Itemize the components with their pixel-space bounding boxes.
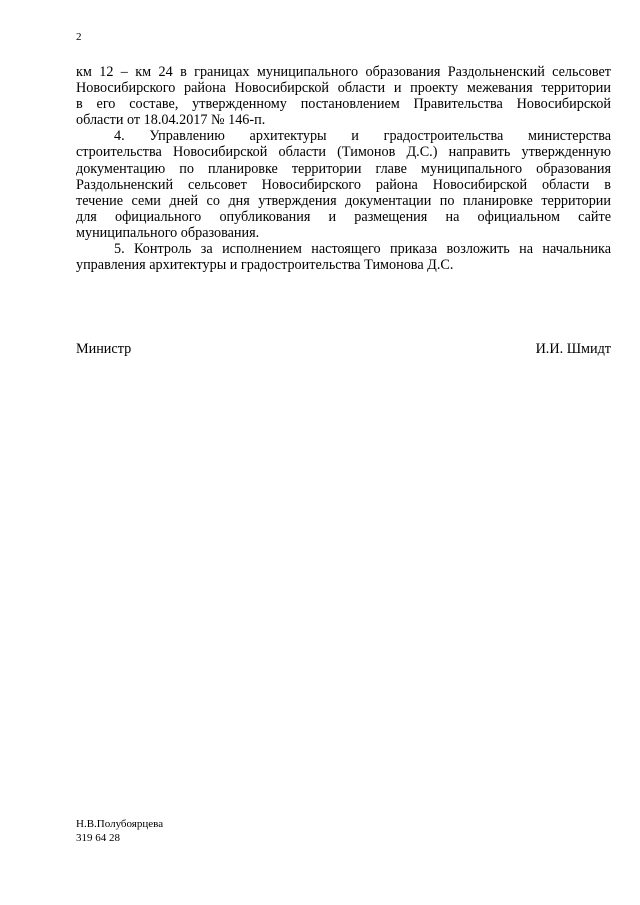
text-line: Новосибирского района Новосибирской области и проекту межевания территории — [76, 80, 611, 97]
document-footer — [76, 818, 163, 845]
paragraph-item-4 — [76, 128, 611, 241]
text-line: строительства Новосибирской области (Тимонов Д.С.) направить утвержденную — [76, 144, 611, 161]
paragraph-continuation — [76, 64, 611, 128]
signatory-title: Министр — [76, 341, 132, 357]
text-line: 5. Контроль за исполнением настоящего приказа возложить на начальника — [114, 241, 611, 258]
text-line: 4. Управлению архитектуры и градостроительства министерства — [114, 128, 611, 145]
text-line: для официального опубликования и размещения на официальном сайте — [76, 208, 611, 225]
signatory-name: И.И. Шмидт — [535, 341, 611, 357]
text-line: течение семи дней со дня утверждения документации по планировке территории — [76, 192, 611, 209]
text-line: в его составе, утвержденному постановлением Правительства Новосибирской — [76, 96, 611, 113]
author-name: Н.В.Полубоярцева — [76, 818, 164, 830]
author-phone: 319 64 28 — [76, 831, 120, 844]
document-body — [76, 64, 611, 273]
text-line: Раздольненский сельсовет Новосибирского района Новосибирской области в — [76, 176, 611, 193]
text-line: области от 18.04.2017 № 146-п. — [76, 112, 266, 129]
text-line: км 12 – км 24 в границах муниципального образования Раздольненский сельсовет — [76, 64, 611, 80]
text-line: документацию по планировке территории главе муниципального образования — [76, 160, 611, 177]
paragraph-item-5 — [76, 241, 611, 273]
text-line: управления архитектуры и градостроительства Тимонова Д.С. — [76, 257, 454, 274]
page-number: 2 — [76, 31, 82, 43]
text-line: муниципального образования. — [76, 224, 260, 241]
